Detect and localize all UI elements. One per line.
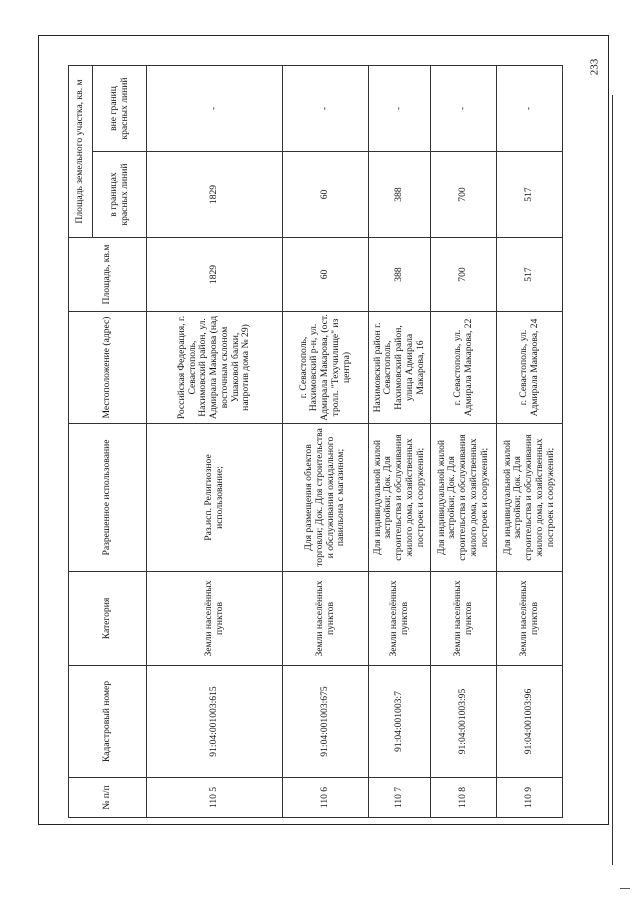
row-num: 110 9 xyxy=(497,778,563,818)
land-plot-registry-table xyxy=(68,65,563,818)
row-outside-red-lines: - xyxy=(497,65,563,151)
header-outside-red-lines: вне границ красных линий xyxy=(93,65,147,151)
row-area: 388 xyxy=(369,238,431,312)
row-category: Земли населённых пунктов xyxy=(497,572,563,666)
header-category: Категория xyxy=(69,572,147,666)
row-cadastral: 91:04:001003:95 xyxy=(431,666,497,778)
header-permitted-use: Разрешенное использование xyxy=(69,424,147,572)
corner-mark xyxy=(620,888,630,889)
row-within-red-lines: 60 xyxy=(283,152,369,238)
row-location: г. Севастополь, ул. Адмирала Макарова, 24 xyxy=(497,312,563,424)
row-location: г. Севастополь, ул. Адмирала Макарова, 22 xyxy=(431,312,497,424)
margin-rule xyxy=(612,95,613,865)
row-cadastral: 91:04:001003:675 xyxy=(283,666,369,778)
row-cadastral: 91:04:001003:7 xyxy=(369,666,431,778)
header-cadastral: Кадастровый номер xyxy=(69,666,147,778)
row-location: Нахимовский район г. Севастополь, Нахимовский район, улица Адмирала Макарова, 16 xyxy=(369,312,431,424)
table-row xyxy=(369,65,431,817)
table-row xyxy=(497,65,563,817)
page-number: 233 xyxy=(588,58,600,76)
row-category: Земли населённых пунктов xyxy=(147,572,283,666)
row-cadastral: 91:04:001003:96 xyxy=(497,666,563,778)
row-location: г. Севастополь, Нахимовский р-н, ул. Адмирала Макарова, (ост. тролл. "Техучилище" из центра) xyxy=(283,312,369,424)
row-area: 700 xyxy=(431,238,497,312)
table-row xyxy=(283,65,369,817)
row-within-red-lines: 388 xyxy=(369,152,431,238)
row-cadastral: 91:04:001003:615 xyxy=(147,666,283,778)
row-outside-red-lines: - xyxy=(369,65,431,151)
row-location: Российская Федерация, г. Севастополь, Нахимовский район, ул. Адмирала Макарова (над восточным склоном Ушаковой балки, напротив дома № 29) xyxy=(147,312,283,424)
row-category: Земли населённых пунктов xyxy=(369,572,431,666)
row-num: 110 7 xyxy=(369,778,431,818)
row-area: 517 xyxy=(497,238,563,312)
row-permitted-use: Для индивидуальной жилой застройки; Док. Для строительства и обслуживания жилого дома, хозяйственных построек и сооружений; xyxy=(497,424,563,572)
row-permitted-use: Для индивидуальной жилой застройки; Док. Для строительства и обслуживания жилого дома, хозяйственных построек и сооружений; xyxy=(431,424,497,572)
row-permitted-use: Раз.исп. Религиозное использование; xyxy=(147,424,283,572)
row-num: 110 8 xyxy=(431,778,497,818)
row-category: Земли населённых пунктов xyxy=(283,572,369,666)
row-outside-red-lines: - xyxy=(283,65,369,151)
row-within-red-lines: 517 xyxy=(497,152,563,238)
header-area: Площадь, кв.м xyxy=(69,238,147,312)
row-outside-red-lines: - xyxy=(431,65,497,151)
row-num: 110 5 xyxy=(147,778,283,818)
row-category: Земли населённых пунктов xyxy=(431,572,497,666)
row-area: 1829 xyxy=(147,238,283,312)
row-within-red-lines: 1829 xyxy=(147,152,283,238)
table-row xyxy=(431,65,497,817)
header-land-area-group: Площадь земельного участка, кв. м xyxy=(69,65,93,237)
row-permitted-use: Для индивидуальной жилой застройки; Док. Для строительства и обслуживания жилого дома, хозяйственных построек и сооружений; xyxy=(369,424,431,572)
row-within-red-lines: 700 xyxy=(431,152,497,238)
table-row xyxy=(147,65,283,817)
row-num: 110 6 xyxy=(283,778,369,818)
row-area: 60 xyxy=(283,238,369,312)
row-permitted-use: Для размещения объектов торговли; Док. Для строительства и обслуживания ожидального павильона с магазином; xyxy=(283,424,369,572)
rotated-table-container xyxy=(68,66,562,818)
header-within-red-lines: в границах красных линий xyxy=(93,152,147,238)
header-num: № п/п xyxy=(69,778,147,818)
header-location: Местоположение (адрес) xyxy=(69,312,147,424)
row-outside-red-lines: - xyxy=(147,65,283,151)
